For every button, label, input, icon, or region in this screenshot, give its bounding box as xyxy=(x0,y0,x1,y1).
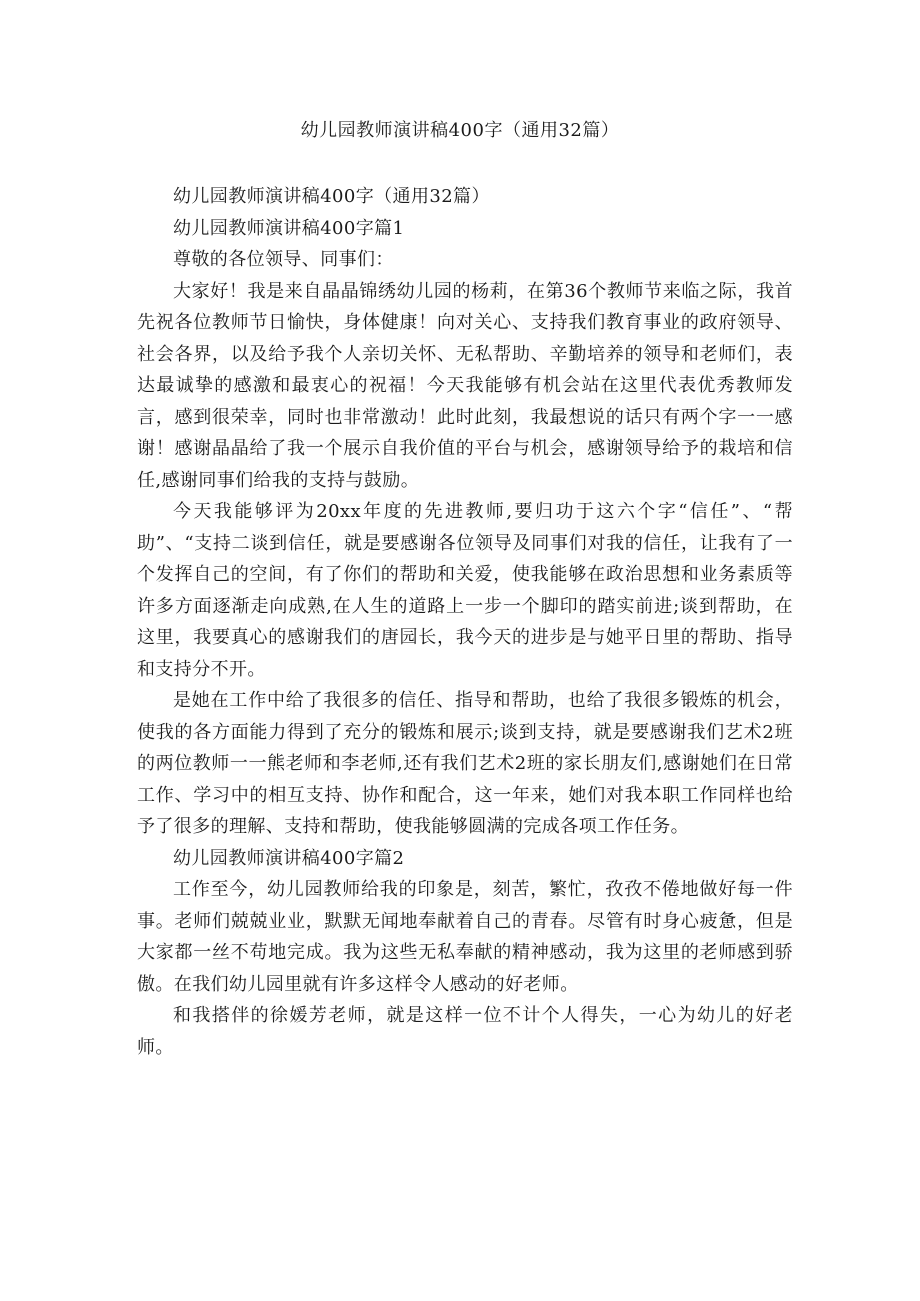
document-title: 幼儿园教师演讲稿400字（通用32篇） xyxy=(300,120,620,141)
paragraph: 今天我能够评为20xx年度的先进教师,要归功于这六个字“信任”、“帮助”、“支持二谈到信任，就是要感谢各位领导及同事们对我的信任，让我有了一个发挥自己的空间，有了你们的帮助和关爱，使我能够在政治思想和业务素质等许多方面逐渐走向成熟,在人生的道路上一步一个脚印的踏实前进;谈到帮助，在这里，我要真心的感谢我们的唐园长，我今天的进步是与她平日里的帮助、指导和支持分不开。 xyxy=(137,501,793,680)
section-heading-1: 幼儿园教师演讲稿400字篇1 xyxy=(173,217,405,239)
section-heading-2: 幼儿园教师演讲稿400字篇2 xyxy=(173,847,405,869)
paragraph: 和我搭伴的徐媛芳老师，就是这样一位不计个人得失，一心为幼儿的好老师。 xyxy=(137,1005,793,1058)
document-body xyxy=(137,181,793,1063)
paragraph-subtitle: 幼儿园教师演讲稿400字（通用32篇） xyxy=(173,186,490,207)
paragraph: 是她在工作中给了我很多的信任、指导和帮助，也给了我很多锻炼的机会，使我的各方面能力得到了充分的锻炼和展示;谈到支持，就是要感谢我们艺术2班的两位教师一一熊老师和李老师,还有我们艺术2班的家长朋友们,感谢她们在日常工作、学习中的相互支持、协作和配合，这一年来，她们对我本职工作同样也给予了很多的理解、支持和帮助，使我能够圆满的完成各项工作任务。 xyxy=(137,690,793,837)
paragraph: 大家好！我是来自晶晶锦绣幼儿园的杨莉，在第36个教师节来临之际，我首先祝各位教师节日愉快，身体健康！向对关心、支持我们教育事业的政府领导、社会各界，以及给予我个人亲切关怀、无私帮助、辛勤培养的领导和老师们，表达最诚挚的感激和最衷心的祝福！今天我能够有机会站在这里代表优秀教师发言，感到很荣幸，同时也非常激动！此时此刻，我最想说的话只有两个字一一感谢！感谢晶晶给了我一个展示自我价值的平台与机会，感谢领导给予的栽培和信任,感谢同事们给我的支持与鼓励。 xyxy=(137,280,793,491)
salutation: 尊敬的各位领导、同事们： xyxy=(173,249,394,270)
paragraph: 工作至今，幼儿园教师给我的印象是，刻苦，繁忙，孜孜不倦地做好每一件事。老师们兢兢业业，默默无闻地奉献着自己的青春。尽管有时身心疲惫，但是大家都一丝不苟地完成。我为这些无私奉献的精神感动，我为这里的老师感到骄傲。在我们幼儿园里就有许多这样令人感动的好老师。 xyxy=(137,879,793,995)
